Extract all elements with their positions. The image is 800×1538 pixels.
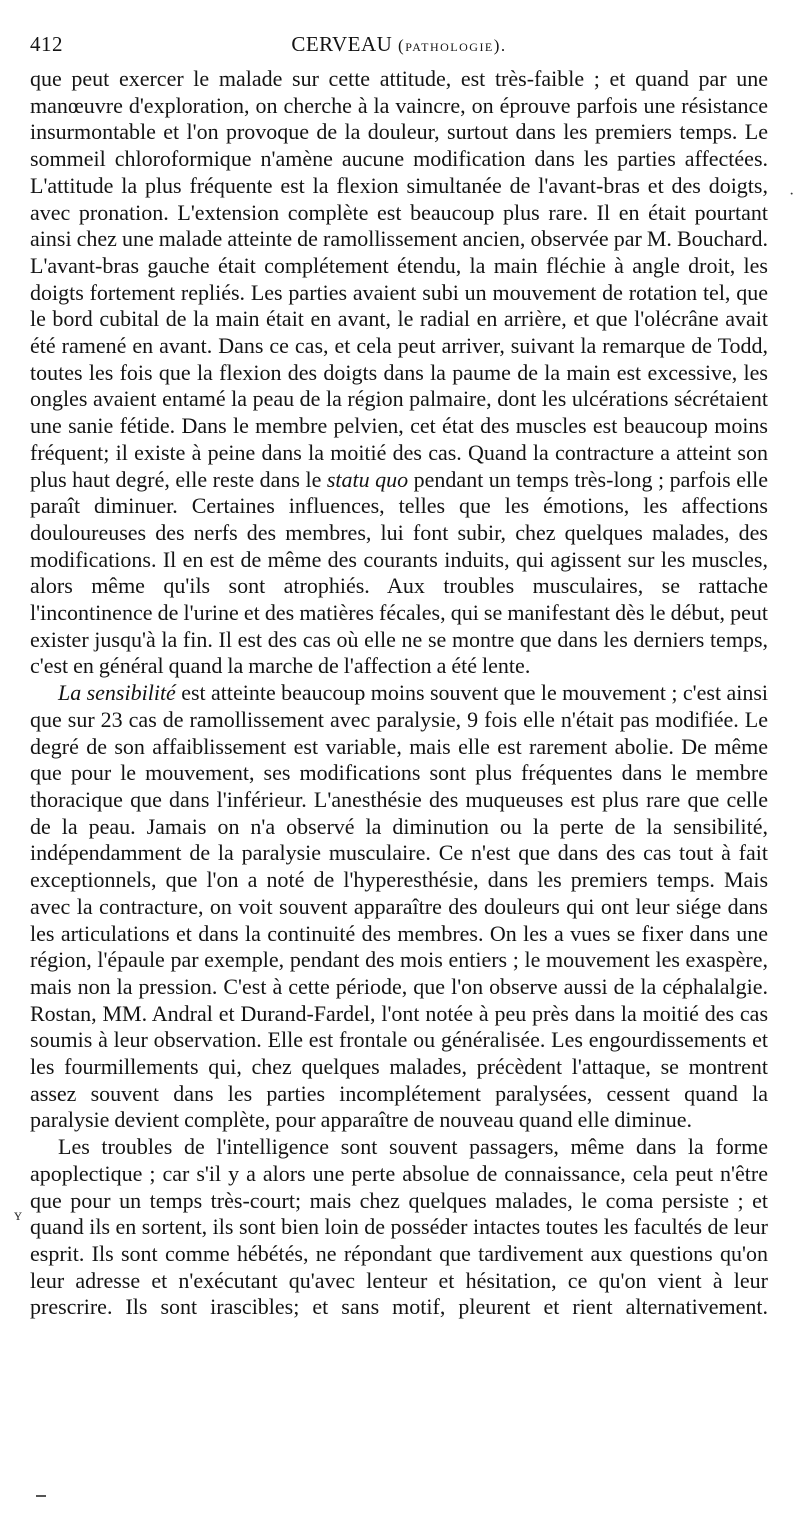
paragraph-intelligence: Les troubles de l'intelligence sont souvent passagers, même dans la forme apoplectique ; car s'il y a alors une perte absolue de connaissance, cela peut n'être que pour un temps très-court; mais chez quelques malades, le coma persiste ; et quand ils en sortent, ils sont bien loin de posséder intactes toutes les facultés de leur esprit. Ils sont comme hébétés, ne répondant que tardivement aux questions qu'on leur adresse et n'exécutant qu'avec lenteur et hésitation, ce qu'on vient à leur prescrire. Ils sont irascibles; et sans motif, pleurent et rient alternativement. (30, 1134, 768, 1320)
body-text (30, 66, 768, 1321)
paragraph-text: que peut exercer le malade sur cette attitude, est très-faible ; et quand par une manœuvre d'exploration, on cherche à la vaincre, on éprouve parfois une résistance insurmontable et l'on provoque de la douleur, surtout dans les premiers temps. Le sommeil chloroformique n'amène aucune modification dans les parties affectées. L'attitude la plus fréquente est la flexion simultanée de l'avant-bras et des doigts, avec pronation. L'extension complète est beaucoup plus rare. Il en était pourtant ainsi chez une malade atteinte de ramollissement ancien, observée par M. Bouchard. L'avant-bras gauche était complétement étendu, la main fléchie à angle droit, les doigts fortement repliés. Les parties avaient subi un mouvement de rotation tel, que le bord cubital de la main était en avant, le radial en arrière, et que l'olécrâne avait été ramené en avant. Dans ce cas, et cela peut arriver, suivant la remarque de Todd, toutes les fois que la flexion des doigts dans la paume de la main est excessive, les ongles avaient entamé la peau de la région palmaire, dont les ulcérations sécrétaient une sanie fétide. Dans le membre pelvien, cet état des muscles est beaucoup moins fréquent; il existe à peine dans la moitié des cas. Quand la contracture a atteint son plus haut degré, elle reste dans le (30, 66, 768, 492)
paragraph-sensibilite (30, 680, 768, 1134)
section-lead-italic: La sensibilité (58, 680, 176, 706)
margin-dot: · (789, 186, 795, 203)
running-title (30, 32, 768, 57)
paragraph-contracture (30, 66, 768, 680)
running-title-main: CERVEAU (291, 32, 393, 56)
latin-term: statu quo (326, 466, 409, 492)
running-head (30, 30, 768, 66)
running-title-sub: (pathologie). (398, 36, 507, 55)
page-foot-mark (36, 1495, 46, 1497)
margin-mark-v: ʏ (14, 1207, 22, 1224)
paragraph-text-continued: pendant un temps très-long ; parfois elle paraît diminuer. Certaines influences, telles que les émotions, les affections douloureuses des nerfs des membres, lui font subir, chez quelques malades, des modifications. Il en est de même des courants induits, qui agissent sur les muscles, alors même qu'ils sont atrophiés. Aux troubles musculaires, se rattache l'incontinence de l'urine et des matières fécales, qui se manifestant dès le début, peut exister jusqu'à la fin. Il est des cas où elle ne se montre que dans les derniers temps, c'est en général quand la marche de l'affection a été lente. (30, 466, 768, 679)
paragraph-text: est atteinte beaucoup moins souvent que le mouvement ; c'est ainsi que sur 23 cas de ramollissement avec paralysie, 9 fois elle n'était pas modifiée. Le degré de son affaiblissement est variable, mais elle est rarement abolie. De même que pour le mouvement, ses modifications sont plus fréquentes dans le membre thoracique que dans l'inférieur. L'anesthésie des muqueuses est plus rare que celle de la peau. Jamais on n'a observé la diminution ou la perte de la sensibilité, indépendamment de la paralysie musculaire. Ce n'est que dans des cas tout à fait exceptionnels, que l'on a noté de l'hyperesthésie, dans les premiers temps. Mais avec la contracture, on voit souvent apparaître des douleurs qui ont leur siége dans les articulations et dans la continuité des membres. On les a vues se fixer dans une région, l'épaule par exemple, pendant des mois entiers ; le mouvement les exaspère, mais non la pression. C'est à cette période, que l'on observe aussi de la céphalalgie. Rostan, MM. Andral et Durand-Fardel, l'ont notée à peu près dans la moitié des cas soumis à leur observation. Elle est frontale ou généralisée. Les engourdissements et les fourmillements qui, chez quelques malades, précèdent l'attaque, se montrent assez souvent dans les parties incomplétement paralysées, cessent quand la paralysie devient complète, pour apparaître de nouveau quand elle diminue. (30, 680, 768, 1133)
page-number: 412 (30, 32, 63, 56)
